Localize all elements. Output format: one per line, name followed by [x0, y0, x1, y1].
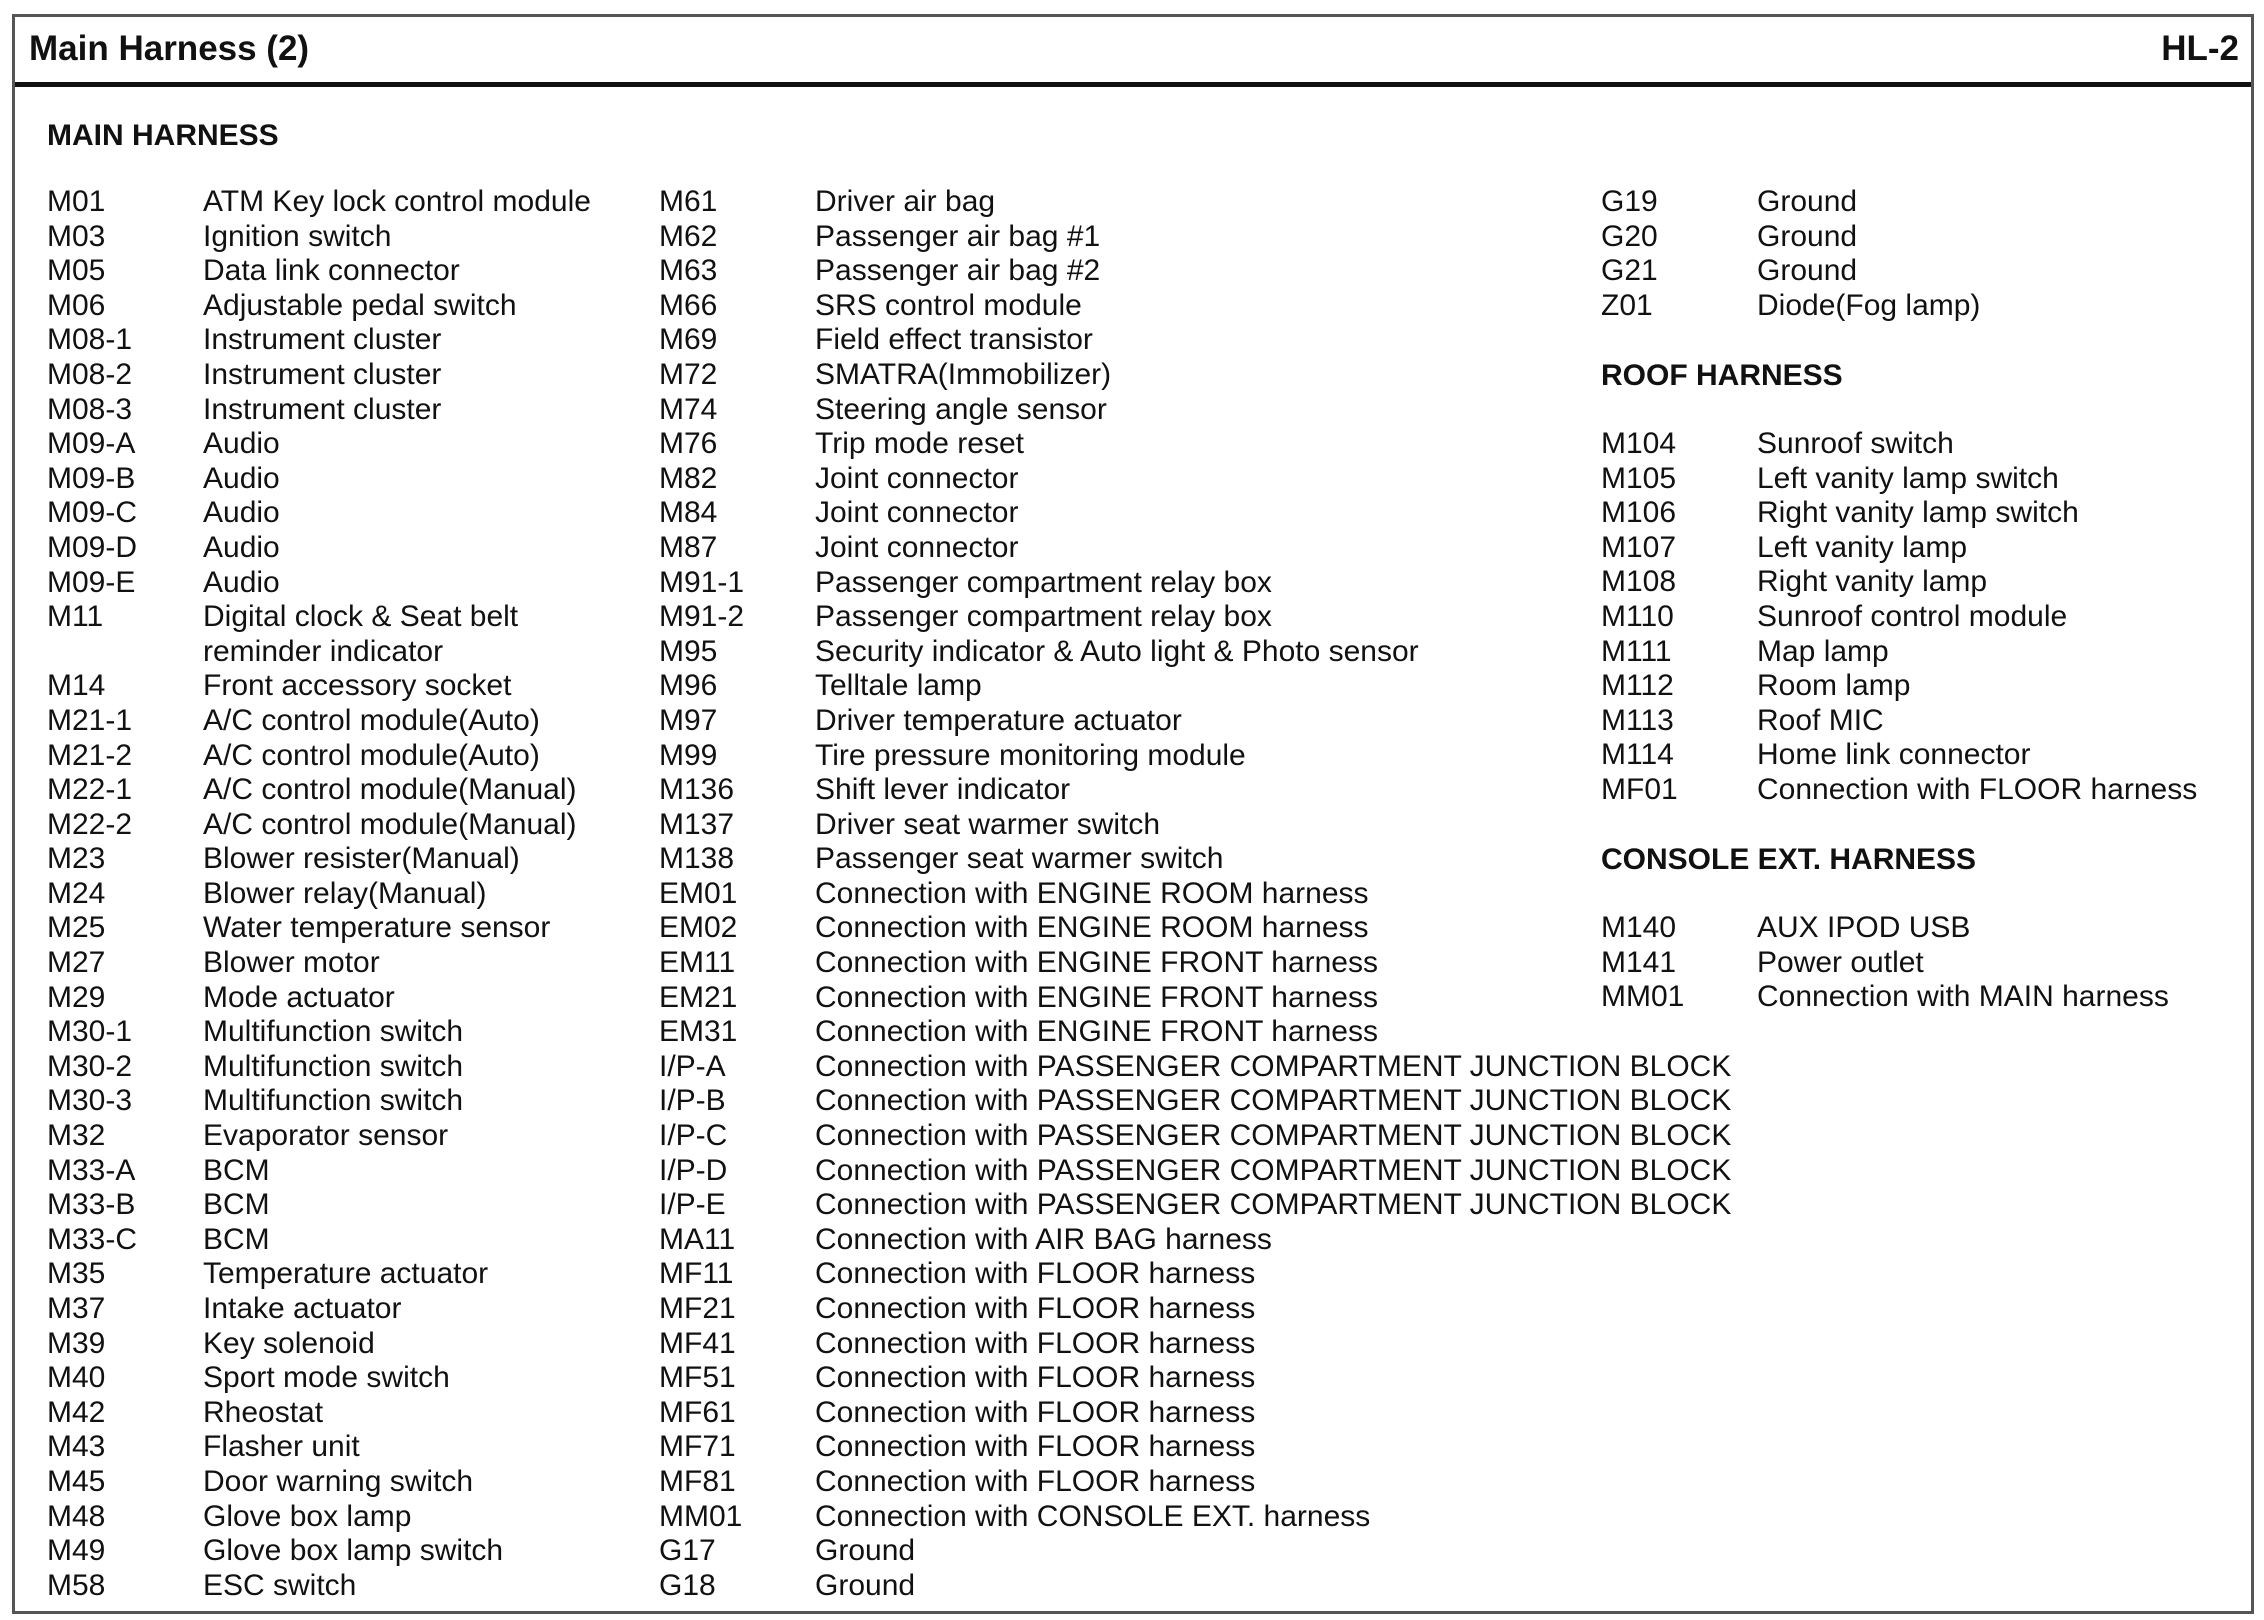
connector-code: M08-3: [47, 392, 133, 426]
connector-code: M45: [47, 1464, 106, 1498]
connector-code: G21: [1601, 254, 1658, 288]
connector-row: [47, 1534, 504, 1569]
connector-code: M96: [659, 669, 718, 703]
connector-description: Blower motor: [203, 946, 380, 980]
connector-description: Connection with FLOOR harness: [815, 1395, 1256, 1429]
connector-code: M33-B: [47, 1188, 136, 1222]
connector-code: M48: [47, 1499, 106, 1533]
connector-description: Connection with ENGINE FRONT harness: [815, 980, 1378, 1014]
page-title: Main Harness (2): [29, 29, 310, 68]
connector-description: Passenger air bag #2: [815, 254, 1101, 288]
connector-description: Diode(Fog lamp): [1757, 288, 1981, 322]
connector-code: M61: [659, 185, 718, 218]
page-header: [15, 17, 2251, 87]
connector-code: I/P-A: [659, 1049, 726, 1083]
connector-row: [47, 1119, 449, 1154]
connector-code: M69: [659, 323, 718, 357]
connector-code: M63: [659, 254, 718, 288]
connector-code: M08-1: [47, 323, 133, 357]
connector-code: MM01: [659, 1499, 743, 1533]
connector-code: M39: [47, 1326, 106, 1360]
connector-description: Left vanity lamp: [1757, 530, 1968, 564]
connector-code: M58: [47, 1568, 106, 1602]
connector-description: Connection with FLOOR harness: [815, 1292, 1256, 1325]
connector-description: Joint connector: [815, 496, 1019, 530]
connector-row: [47, 1500, 443, 1535]
connector-code: M09-C: [47, 496, 138, 530]
connector-code: MF71: [659, 1430, 736, 1464]
connector-description: Left vanity lamp switch: [1757, 461, 2059, 495]
connector-code: M110: [1601, 599, 1674, 633]
connector-description: Passenger air bag #1: [815, 219, 1101, 253]
connector-code: MF81: [659, 1464, 736, 1498]
console-ext-harness-title: CONSOLE EXT. HARNESS: [1601, 843, 1977, 876]
page-code: HL-2: [2161, 29, 2239, 68]
connector-description: Water temperature sensor: [203, 911, 551, 945]
connector-code: M114: [1601, 738, 1674, 772]
connector-description: Sport mode switch: [203, 1361, 450, 1395]
connector-code: M09-B: [47, 461, 136, 495]
connector-description: BCM: [203, 1222, 270, 1256]
connector-description: Glove box lamp switch: [203, 1534, 504, 1568]
connector-description: Tire pressure monitoring module: [815, 738, 1246, 772]
connector-description: Connection with MAIN harness: [1757, 980, 2169, 1014]
connector-description: Field effect transistor: [815, 323, 1093, 357]
connector-description: Ground: [1757, 219, 1858, 253]
connector-description: Joint connector: [815, 530, 1019, 564]
connector-code: M106: [1601, 496, 1677, 530]
connector-code: M37: [47, 1292, 106, 1325]
connector-row: [47, 1154, 443, 1189]
connector-description: Driver seat warmer switch: [815, 807, 1161, 841]
connector-row: [47, 703, 540, 739]
connector-description: Rheostat: [203, 1395, 324, 1429]
main-harness-title: MAIN HARNESS: [47, 119, 279, 152]
connector-code: M30-3: [47, 1084, 133, 1118]
connector-code: G18: [659, 1568, 716, 1602]
connector-description: Map lamp: [1757, 634, 1889, 668]
connector-code: M35: [47, 1257, 106, 1291]
connector-code: M84: [659, 496, 718, 530]
connector-row: [47, 1464, 474, 1500]
connector-code: M30-2: [47, 1049, 133, 1083]
connector-code: M23: [47, 842, 106, 876]
connector-description: Intake actuator: [203, 1292, 402, 1325]
connector-code: MA11: [659, 1222, 736, 1256]
connector-description: AUX IPOD USB: [1757, 911, 1971, 944]
connector-code: EM21: [659, 980, 738, 1014]
connector-code: I/P-C: [659, 1119, 728, 1153]
connector-description: Passenger compartment relay box: [815, 565, 1272, 599]
connector-code: M138: [659, 842, 735, 876]
connector-row: [47, 1396, 443, 1431]
connector-row: [47, 946, 443, 981]
connector-row: [47, 842, 520, 877]
connector-description: Ground: [815, 1534, 916, 1568]
connector-code: M105: [1601, 461, 1677, 495]
connector-code: M104: [1601, 427, 1677, 460]
main-harness-column-1: [47, 185, 591, 1603]
connector-description: Driver temperature actuator: [815, 703, 1182, 737]
connector-description: Joint connector: [815, 461, 1019, 495]
connector-code: M91-2: [659, 600, 745, 634]
connector-description: A/C control module(Manual): [203, 773, 577, 807]
connector-description: Connection with ENGINE FRONT harness: [815, 946, 1378, 980]
connector-row: [47, 1223, 443, 1258]
connector-description: Connection with PASSENGER COMPARTMENT JUNCTION BLOCK: [815, 1084, 1732, 1118]
connector-code: M62: [659, 219, 718, 253]
connector-code: M03: [47, 219, 106, 253]
connector-code: M29: [47, 980, 106, 1014]
connector-code: M99: [659, 738, 718, 772]
connector-description: Audio: [203, 427, 280, 461]
connector-description: Connection with FLOOR harness: [815, 1430, 1256, 1464]
connector-row: [47, 1084, 464, 1119]
connector-code: M76: [659, 427, 718, 461]
connector-description: Connection with FLOOR harness: [815, 1361, 1256, 1395]
connector-code: M30-1: [47, 1015, 133, 1049]
connector-code: MM01: [1601, 980, 1685, 1014]
connector-code: I/P-B: [659, 1084, 726, 1118]
connector-code: M107: [1601, 530, 1677, 564]
connector-code: M111: [1601, 634, 1672, 668]
connector-description: Ignition switch: [203, 219, 392, 253]
connector-description: Security indicator & Auto light & Photo sensor: [815, 634, 1419, 668]
connector-code: EM01: [659, 876, 738, 910]
connector-description: Sunroof control module: [1757, 599, 2068, 633]
connector-code: M09-A: [47, 427, 136, 461]
connector-description: Key solenoid: [203, 1326, 375, 1360]
connector-code: MF41: [659, 1326, 736, 1360]
connector-description: Flasher unit: [203, 1430, 360, 1464]
connector-code: M06: [47, 288, 106, 322]
connector-row: [47, 1569, 443, 1604]
connector-code: M95: [659, 634, 718, 668]
connector-description: Ground: [815, 1568, 916, 1602]
connector-description: Passenger compartment relay box: [815, 600, 1272, 634]
connector-code: G20: [1601, 219, 1658, 253]
connector-description: A/C control module(Auto): [203, 703, 540, 737]
connector-description: ESC switch: [203, 1568, 357, 1602]
connector-row: [47, 807, 577, 843]
connector-code: M97: [659, 703, 718, 737]
connector-description: BCM: [203, 1153, 270, 1187]
connector-code: MF61: [659, 1395, 736, 1429]
connector-description: Instrument cluster: [203, 357, 442, 391]
connector-description: SMATRA(Immobilizer): [815, 357, 1112, 391]
connector-description: Connection with ENGINE FRONT harness: [815, 1015, 1378, 1049]
connector-description: Connection with FLOOR harness: [1757, 772, 2198, 806]
connector-code: M09-D: [47, 530, 138, 564]
connector-description: A/C control module(Auto): [203, 738, 540, 772]
connector-row: [47, 1049, 464, 1085]
connector-code: G17: [659, 1534, 716, 1568]
connector-code: Z01: [1601, 288, 1653, 322]
connector-description: Room lamp: [1757, 669, 1911, 703]
connector-code: M42: [47, 1395, 106, 1429]
connector-row: [47, 1292, 443, 1327]
connector-description: Passenger seat warmer switch: [815, 842, 1224, 876]
connector-code: M33-A: [47, 1153, 136, 1187]
connector-code: M43: [47, 1430, 106, 1464]
connector-description: Ground: [1757, 254, 1858, 288]
connector-description: Connection with AIR BAG harness: [815, 1222, 1272, 1256]
connector-description: Connection with ENGINE ROOM harness: [815, 911, 1369, 945]
connector-code: M49: [47, 1534, 106, 1568]
connector-description-continued: reminder indicator: [203, 634, 444, 668]
connector-code: M140: [1601, 911, 1677, 944]
connector-row: [47, 1327, 443, 1362]
connector-code: M91-1: [659, 565, 745, 599]
connector-description: Blower relay(Manual): [203, 876, 487, 910]
connector-description: Glove box lamp: [203, 1499, 412, 1533]
connector-description: Audio: [203, 461, 280, 495]
connector-code: I/P-E: [659, 1188, 726, 1222]
connector-code: M21-1: [47, 703, 133, 737]
connector-code: G19: [1601, 185, 1658, 218]
connector-code: M40: [47, 1361, 106, 1395]
connector-description: Multifunction switch: [203, 1015, 464, 1049]
connector-row: [47, 738, 540, 774]
connector-description: Connection with FLOOR harness: [815, 1257, 1256, 1291]
connector-description: Temperature actuator: [203, 1257, 489, 1291]
connector-code: M21-2: [47, 738, 133, 772]
connector-description: A/C control module(Manual): [203, 807, 577, 841]
connector-code: M08-2: [47, 357, 133, 391]
connector-description: Connection with PASSENGER COMPARTMENT JUNCTION BLOCK: [815, 1049, 1732, 1083]
connector-description: Roof MIC: [1757, 703, 1884, 737]
connector-description: Multifunction switch: [203, 1084, 464, 1118]
connector-code: M25: [47, 911, 106, 945]
connector-description: Mode actuator: [203, 980, 395, 1014]
connector-description: Connection with PASSENGER COMPARTMENT JUNCTION BLOCK: [815, 1188, 1732, 1222]
connector-code: MF21: [659, 1292, 736, 1325]
connector-code: M33-C: [47, 1222, 138, 1256]
connector-description: Audio: [203, 496, 280, 530]
connector-row: [47, 185, 591, 220]
connector-row: [47, 462, 443, 497]
connector-code: M24: [47, 876, 106, 910]
connector-description: Trip mode reset: [815, 427, 1024, 461]
connector-code: M22-2: [47, 807, 133, 841]
connector-description: Shift lever indicator: [815, 773, 1071, 807]
connector-description: Connection with PASSENGER COMPARTMENT JUNCTION BLOCK: [815, 1153, 1732, 1187]
connector-code: M137: [659, 807, 735, 841]
connector-code: M27: [47, 946, 106, 980]
connector-description: Data link connector: [203, 254, 460, 288]
connector-code: EM02: [659, 911, 738, 945]
connector-row: [47, 1361, 450, 1396]
connector-description: Right vanity lamp switch: [1757, 496, 2079, 530]
connector-code: M14: [47, 669, 106, 703]
connector-code: M72: [659, 357, 718, 391]
connector-row: [47, 254, 460, 289]
connector-code: M141: [1601, 945, 1677, 979]
connector-row: [47, 496, 443, 531]
connector-code: I/P-D: [659, 1153, 728, 1187]
connector-description: Sunroof switch: [1757, 427, 1954, 460]
connector-row: [47, 566, 443, 601]
connector-row: [47, 358, 443, 393]
connector-code: M32: [47, 1119, 106, 1153]
connector-code: M113: [1601, 703, 1674, 737]
connector-description: Connection with CONSOLE EXT. harness: [815, 1499, 1371, 1533]
connector-row: [47, 323, 443, 358]
connector-description: Adjustable pedal switch: [203, 288, 517, 322]
connector-description: Blower resister(Manual): [203, 842, 520, 876]
connector-row: [47, 773, 577, 808]
connector-description: ATM Key lock control module: [203, 185, 591, 218]
connector-code: EM31: [659, 1015, 738, 1049]
connector-code: M108: [1601, 565, 1677, 599]
connector-code: M74: [659, 392, 718, 426]
connector-description: Power outlet: [1757, 945, 1924, 979]
connector-row: [47, 1015, 464, 1050]
connector-description: BCM: [203, 1188, 270, 1222]
connector-row: [47, 1257, 489, 1292]
connector-description: Right vanity lamp: [1757, 565, 1988, 599]
connector-description: Driver air bag: [815, 185, 996, 218]
connector-code: M66: [659, 288, 718, 322]
connector-code: EM11: [659, 946, 736, 980]
connector-description: Connection with PASSENGER COMPARTMENT JUNCTION BLOCK: [815, 1119, 1732, 1153]
connector-description: Connection with FLOOR harness: [815, 1464, 1256, 1498]
connector-code: M09-E: [47, 565, 136, 599]
connector-row: [47, 427, 443, 462]
connector-row: [47, 911, 551, 946]
connector-description: Steering angle sensor: [815, 392, 1107, 426]
connector-row: [47, 220, 443, 255]
connector-code: M112: [1601, 669, 1674, 703]
connector-row: [47, 669, 512, 704]
connector-description: Instrument cluster: [203, 392, 442, 426]
connector-code: M136: [659, 773, 735, 807]
connector-description: Digital clock & Seat belt: [203, 600, 519, 634]
connector-description: Door warning switch: [203, 1464, 474, 1498]
connector-description: Evaporator sensor: [203, 1119, 449, 1153]
connector-description: Home link connector: [1757, 738, 2031, 772]
connector-description: SRS control module: [815, 288, 1082, 322]
connector-description: Front accessory socket: [203, 669, 512, 703]
connector-description: Audio: [203, 565, 280, 599]
connector-code: M05: [47, 254, 106, 288]
connector-row: [47, 393, 443, 428]
connector-description: Audio: [203, 530, 280, 564]
connector-code: M22-1: [47, 773, 133, 807]
connector-description: Instrument cluster: [203, 323, 442, 357]
connector-row: [47, 876, 487, 912]
connector-description: Connection with ENGINE ROOM harness: [815, 876, 1369, 910]
connector-description: Connection with FLOOR harness: [815, 1326, 1256, 1360]
connector-code: M11: [47, 600, 104, 634]
connector-description: Telltale lamp: [815, 669, 982, 703]
connector-description: Multifunction switch: [203, 1049, 464, 1083]
connector-row: [47, 531, 443, 566]
connector-row: [47, 288, 517, 324]
connector-row: [47, 600, 519, 635]
connector-code: MF51: [659, 1361, 736, 1395]
connector-description: Ground: [1757, 185, 1858, 218]
connector-code: M01: [47, 185, 106, 218]
connector-code: MF01: [1601, 772, 1678, 806]
connector-code: MF11: [659, 1257, 734, 1291]
connector-row: [47, 981, 443, 1016]
connector-code: M87: [659, 530, 718, 564]
page-frame: [12, 14, 2254, 1614]
roof-harness-title: ROOF HARNESS: [1601, 359, 1843, 392]
connector-row: [47, 1188, 443, 1223]
connector-row: [47, 1430, 443, 1465]
connector-code: M82: [659, 461, 718, 495]
